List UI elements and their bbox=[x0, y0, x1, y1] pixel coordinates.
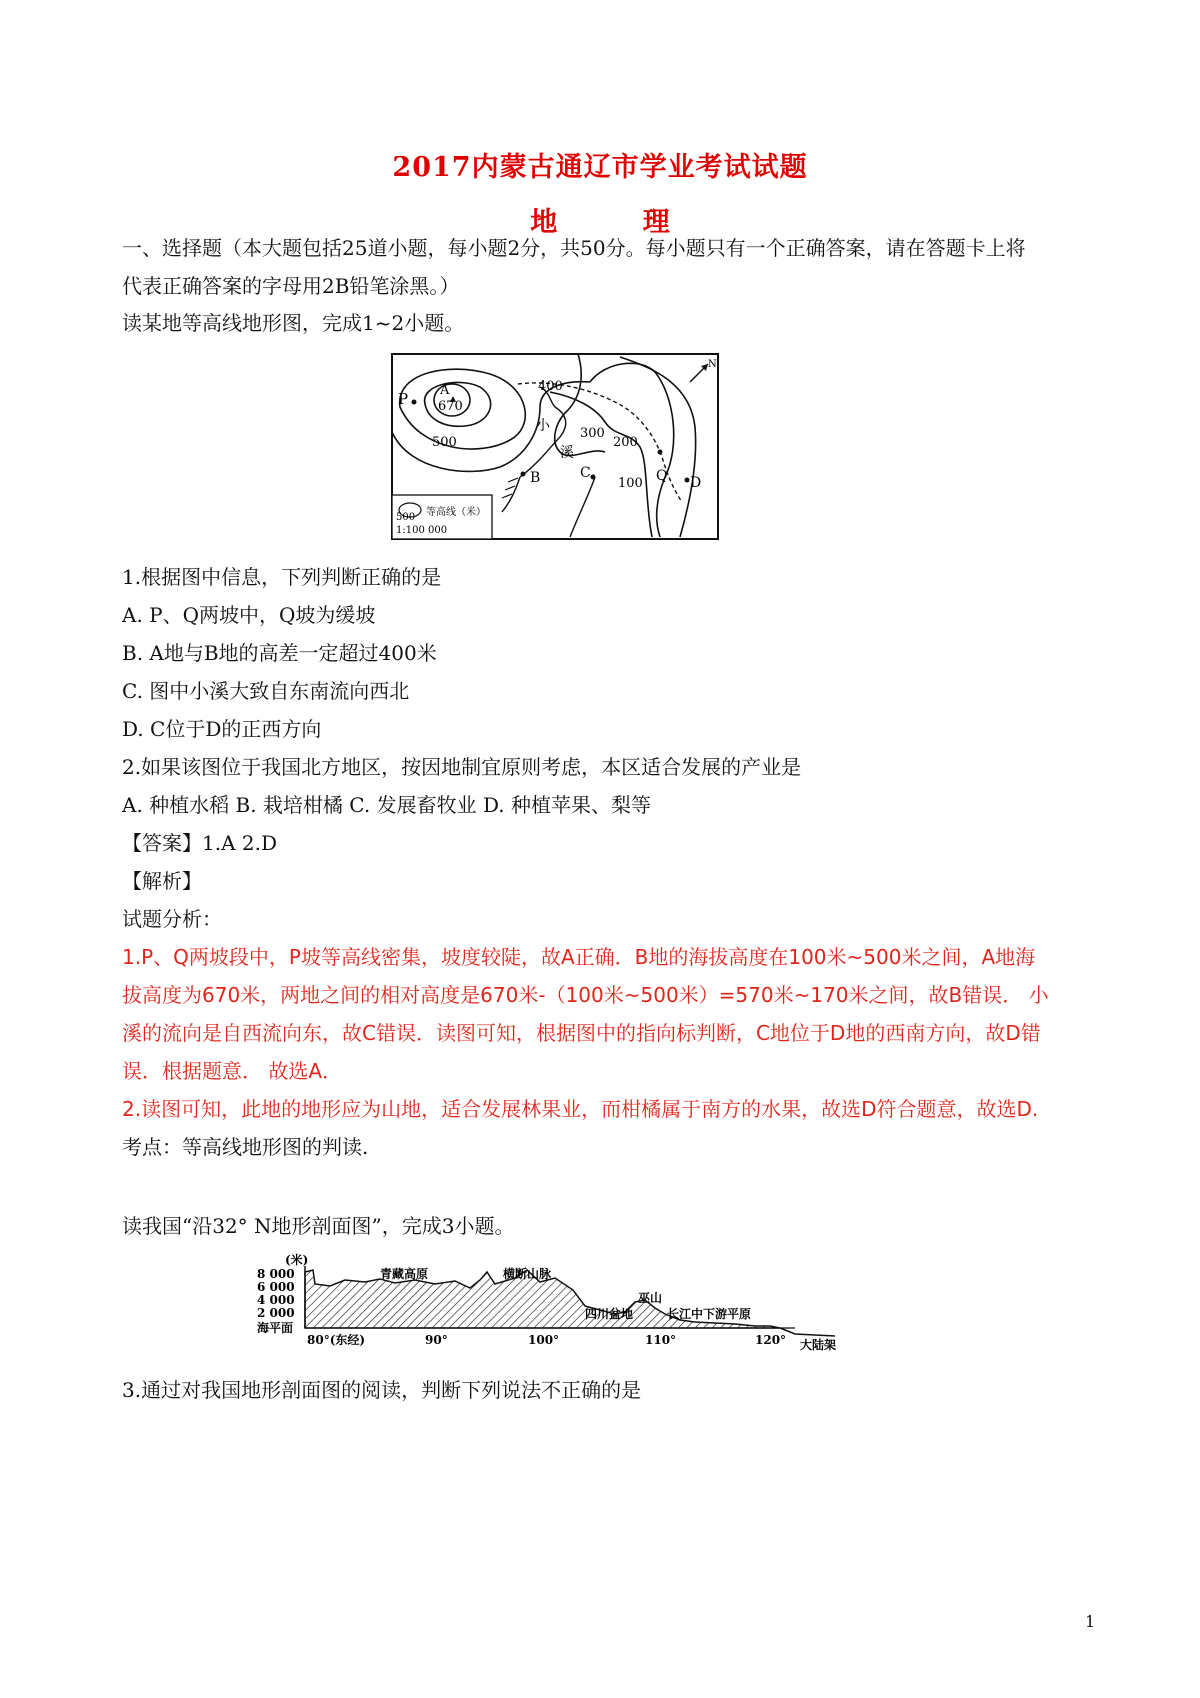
analysis-red-line4: 误．根据题意． 故选A． bbox=[122, 1059, 343, 1083]
label-q: Q bbox=[656, 468, 668, 484]
q2-options: A. 种植水稻 B. 栽培柑橘 C. 发展畜牧业 D. 种植苹果、梨等 bbox=[122, 793, 651, 817]
continental-shelf-line bbox=[780, 1328, 835, 1336]
label-d: D bbox=[690, 475, 702, 491]
label-sichuan-basin: 四川盆地 bbox=[585, 1307, 634, 1321]
legend-scale: 1:100 000 bbox=[396, 525, 448, 536]
analysis-red-line1: 1.P、Q两坡段中，P坡等高线密集，坡度较陡，故A正确．B地的海拔高度在100米~500米之间，A地海 bbox=[122, 945, 1036, 969]
analysis-red-line5: 2.读图可知，此地的地形应为山地，适合发展林果业，而柑橘属于南方的水果，故选D符合题意，故选D. bbox=[122, 1097, 1039, 1121]
label-qinghai-plateau: 青藏高原 bbox=[380, 1267, 429, 1281]
answer-line: 【答案】1.A 2.D bbox=[122, 831, 277, 855]
label-stream-1: 小 bbox=[536, 418, 550, 434]
terrain-profile-figure bbox=[255, 1250, 855, 1360]
subject-title: 地 理 bbox=[530, 207, 708, 238]
q1-option-a: A. P、Q两坡中，Q坡为缓坡 bbox=[122, 603, 376, 627]
point-p bbox=[412, 400, 417, 405]
legend-text: 等高线（米） bbox=[426, 507, 486, 518]
section-instruction-line1: 一、选择题（本大题包括25道小题，每小题2分，共50分。每小题只有一个正确答案，请在答题卡上将 bbox=[122, 236, 1026, 260]
q3-intro: 读我国“沿32° N地形剖面图”，完成3小题。 bbox=[122, 1214, 515, 1238]
map-intro: 读某地等高线地形图，完成1~2小题。 bbox=[122, 311, 465, 335]
q2-stem: 2.如果该图位于我国北方地区，按因地制宜原则考虑，本区适合发展的产业是 bbox=[122, 755, 802, 779]
tick-8000: 8 000 bbox=[257, 1267, 295, 1281]
tick-100: 100° bbox=[528, 1333, 560, 1347]
contour-map-figure bbox=[390, 352, 722, 542]
label-500: 500 bbox=[432, 435, 457, 450]
q1-option-c: C. 图中小溪大致自东南流向西北 bbox=[122, 679, 410, 703]
point-d bbox=[685, 478, 690, 483]
q3-stem: 3.通过对我国地形剖面图的阅读，判断下列说法不正确的是 bbox=[122, 1378, 642, 1402]
tick-90: 90° bbox=[425, 1333, 448, 1347]
analysis-red-line2: 拔高度为670米，两地之间的相对高度是670米-（100米~500米）=570米~170米之间，故B错误． 小 bbox=[122, 983, 1049, 1007]
kaodian-line: 考点：等高线地形图的判读. bbox=[122, 1135, 369, 1159]
label-400: 400 bbox=[538, 379, 563, 394]
label-stream-2: 溪 bbox=[560, 445, 574, 461]
label-p: P bbox=[398, 390, 409, 408]
q1-option-d: D. C位于D的正西方向 bbox=[122, 717, 322, 741]
point-b bbox=[521, 472, 526, 477]
analysis-red-line3: 溪的流向是自西流向东，故C错误．读图可知，根据图中的指向标判断，C地位于D地的西南方向，故D错 bbox=[122, 1021, 1041, 1045]
q1-stem: 1.根据图中信息，下列判断正确的是 bbox=[122, 565, 442, 589]
label-unit: (米) bbox=[285, 1253, 309, 1267]
point-q bbox=[658, 450, 663, 455]
point-c bbox=[591, 475, 596, 480]
label-peak: 670 bbox=[438, 399, 463, 414]
label-200: 200 bbox=[613, 435, 638, 450]
tick-6000: 6 000 bbox=[257, 1280, 295, 1294]
tick-2000: 2 000 bbox=[257, 1306, 295, 1320]
tick-120: 120° bbox=[755, 1333, 787, 1347]
analysis-label: 【解析】 bbox=[122, 869, 202, 893]
label-b: B bbox=[530, 470, 541, 486]
label-a: A bbox=[440, 383, 450, 398]
label-100: 100 bbox=[618, 476, 643, 491]
page-number: 1 bbox=[1085, 1612, 1096, 1631]
tick-80e: 80°(东经) bbox=[307, 1333, 366, 1347]
label-c: C bbox=[580, 465, 591, 481]
q1-option-b: B. A地与B地的高差一定超过400米 bbox=[122, 641, 437, 665]
tick-4000: 4 000 bbox=[257, 1293, 295, 1307]
label-changjiang-plain: 长江中下游平原 bbox=[667, 1307, 752, 1321]
label-north: N bbox=[708, 359, 717, 370]
tick-sea-level: 海平面 bbox=[257, 1321, 294, 1335]
label-continental-shelf: 大陆架 bbox=[800, 1338, 837, 1352]
legend-value: 500 bbox=[396, 512, 416, 523]
label-300: 300 bbox=[580, 426, 605, 441]
analysis-title: 试题分析： bbox=[122, 907, 222, 931]
exam-title: 2017内蒙古通辽市学业考试试题 bbox=[392, 152, 808, 183]
section-instruction-line2: 代表正确答案的字母用2B铅笔涂黑。） bbox=[122, 274, 460, 298]
label-wushan: 巫山 bbox=[638, 1291, 663, 1305]
label-hengduan: 横断山脉 bbox=[503, 1267, 552, 1281]
tick-110: 110° bbox=[645, 1333, 677, 1347]
